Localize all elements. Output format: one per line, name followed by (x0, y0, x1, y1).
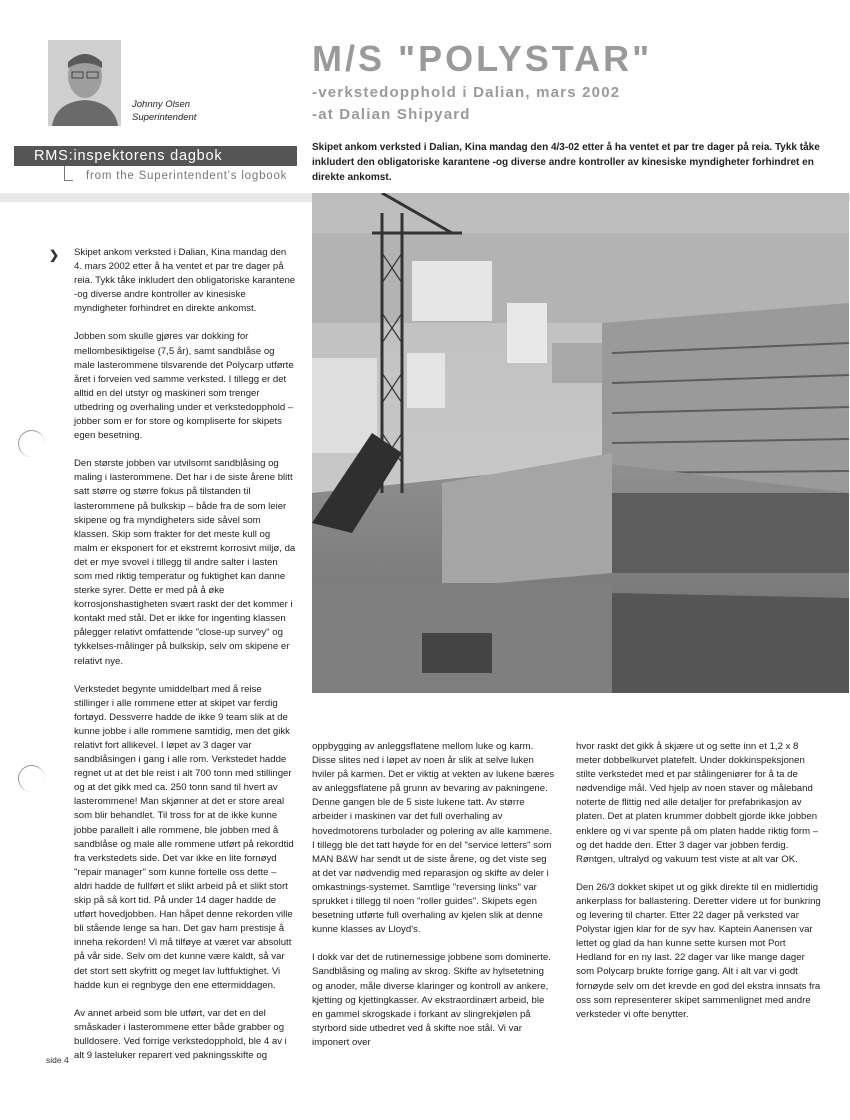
subtitle-line-1: -verkstedopphold i Dalian, mars 2002 (312, 84, 621, 101)
paragraph: I dokk var det de rutinemessige jobbene som dominerte. Sandblåsing og maling av skrog. Skifte av hylsetetning og anoder, måle diverse klaringer og kontroll av ankere, kjetting og kjettingkasser. Av ekstraordinært arbeid, ble en gammel skrogskade i forkant av slingrekjølen på styrbord side utbedret ved å skifte noe stål. Vi var imponert over (312, 952, 551, 1048)
author-name: Johnny Olsen (132, 99, 191, 110)
punch-hole-mark (18, 430, 45, 457)
subtitle-line-2: -at Dalian Shipyard (312, 106, 471, 123)
text-column-3 (576, 740, 821, 1036)
article-title: M/S "POLYSTAR" (312, 38, 653, 79)
text-column-1 (74, 246, 296, 1077)
author-caption (132, 98, 196, 124)
article-subtitle (312, 82, 620, 126)
paragraph: hvor raskt det gikk å skjære ut og sette inn et 1,2 x 8 meter dobbelkurvet platefelt. Under dokkinspeksjonen stilte verkstedet med et par stålingeniører for å ta de nødvendige mål. Ved hjelp av noen staver og måleband noterte de flittig ned alle detaljer for prefabrikasjon av platen. Det at platen krummer dobbelt gjorde ikke jobben enklere og vi var spente på om platen hadde riktig form – og det hadde den. Etter 3 dager var jobben ferdig. Røntgen, ultralyd og vakuum test viste at alt var OK. (576, 741, 819, 865)
section-marker-icon: ❯ (49, 248, 60, 262)
section-subtitle: from the Superintendent's logbook (86, 170, 288, 182)
lead-paragraph: Skipet ankom verksted i Dalian, Kina mandag den 4/3-02 etter å ha ventet et par tre dager på reia. Tykk tåke inkludert den obligatoriske karantene -og diverse andre kontroller av kinesiske myndigheter forhindret en direkte ankomst. (312, 142, 820, 183)
paragraph: oppbygging av anleggsflatene mellom luke og karm. Disse slites ned i løpet av noen år slik at selve luken hviler på karmen. Det er viktig at vekten av lukene bæres av anleggsflatene på grunn av bevaring av pakningene. Denne gangen ble de 5 siste lukene tatt. Av større arbeider i maskinen var det full overhaling av hovedmotorens turbolader og polering av alle kammene. I tillegg ble det tatt høyde for en del "service letters" som MAN B&W har sendt ut de siste årene, og det viste seg at det var nødvendig med reparasjon og skifte av deler i omkastnings-systemet. Samtlige "reversing links" var sprukket i tillegg til noen "roller guides". Skipets egen besetning utførte full overhaling av kjelen slik at denne kunne klasses av Lloyd's. (312, 741, 555, 936)
paragraph: Den 26/3 dokket skipet ut og gikk direkte til en midlertidig ankerplass for ballastering. Deretter videre ut for bunkring og levering til charter. Etter 22 dager på verksted var Polystar igjen klar for de syv hav. Kaptein Aanensen var lettet og glad da han kunne sette kursen mot Port Hedland for en ny last. 22 dager var like mange dager som Polycarp brukte forrige gang. Alt i alt var vi godt fornøyde selv om det krevde en god del ekstra innsats fra oss som representerer skipet sammenlignet med andre verksteder vi ofte benytter. (576, 881, 821, 1020)
paragraph: Skipet ankom verksted i Dalian, Kina mandag den 4. mars 2002 etter å ha ventet et par tre dager på reia. Tykk tåke inkludert den obligatoriske karantene -og diverse andre kontroller av kinesiske myndigheter forhindret en direkte ankomst. (74, 247, 296, 315)
paragraph: Av annet arbeid som ble utført, var det en del småskader i lasterommene etter både grabber og bulldosere. Ved forrige verkstedopphold, ble 4 av i alt 9 lasteluker reparert ved pakningsskifte og (74, 1007, 287, 1061)
paragraph: Jobben som skulle gjøres var dokking for mellombesiktigelse (7,5 år), samt sandblåse og male lasterommene tilsvarende det Polycarp utførte året i forveien ved samme verksted. I tillegg er det alltid en del utstyr og maskineri som trenger utbedring og overhaling under et verkstedopphold – jobber som er for store og kompliserte for skipets egen besetning. (74, 331, 294, 442)
author-photo (48, 40, 121, 126)
text-column-2 (312, 740, 557, 1064)
paragraph: Den største jobben var utvilsomt sandblåsing og maling i lasterommene. Det har i de siste årene blitt satt større og større fokus på tilstanden til lasterommene på bulkskip – både fra de som leier skipene og fra myndigheters side såvel som klassen. Skip som frakter for det meste kull og malm er eksponert for et ekstremt korrosivt miljø, da det er mye svovel i tillegg til andre salter i lasten som med riktig temperatur og fuktighet kan danne sterke syrer. Dette er med på å øke korrosjonshastigheten svært raskt der det kommer i kontakt med stål. Det er ikke for ingenting klassen pålegger relativt omfattende "close-up survey" og tykkelses-målinger på bulkskip, selv om skipene er relativt nye. (74, 458, 296, 667)
page-number: side 4 (46, 1055, 69, 1065)
paragraph: Verkstedet begynte umiddelbart med å reise stillinger i alle rommene etter at skipet var ferdig fortøyd. Dessverre hadde de ikke 9 team slik at de kunne jobbe i alle rommene samtidig, men det gikk relativt fort allikevel. I løpet av 3 dager var sandblåsingen i gang i alle rom. Verkstedet hadde regnet ut at det ble reist i alt 700 tonn med stillinger og at det gikk med ca. 250 tonn sand til hvert av lasterommene! Man skjønner at det er store areal som blir behandlet. Til tross for at de ikke kunne jobbe parallelt i alle rommene, ble jobben med å sandblåse og male alle rommene utført på rekordtid fra verkstedets side. Det var ikke en lite fornøyd "repair manager" som kunne fortelle oss dette – aldri hadde de fullført et slikt arbeid på et slikt stort skip på så kort tid. På under 14 dager hadde de utført hovedjobben. Han håpet denne rekorden ville bli stående lenge sa han. Det gav ham prestisje å inneha rekorden! Vi må tilføye at været var absolutt på vår side. Selv om det kunne være kaldt, så var det stort sett skyfritt og meget lav luftfuktighet. Vi hadde kun ei regnbyge den ene ettermiddagen. (74, 683, 294, 991)
shipyard-photo (312, 193, 849, 693)
section-badge: RMS:inspektorens dagbok (14, 146, 297, 166)
author-role: Superintendent (132, 112, 197, 123)
badge-connector (64, 166, 73, 181)
punch-hole-mark (18, 765, 45, 792)
